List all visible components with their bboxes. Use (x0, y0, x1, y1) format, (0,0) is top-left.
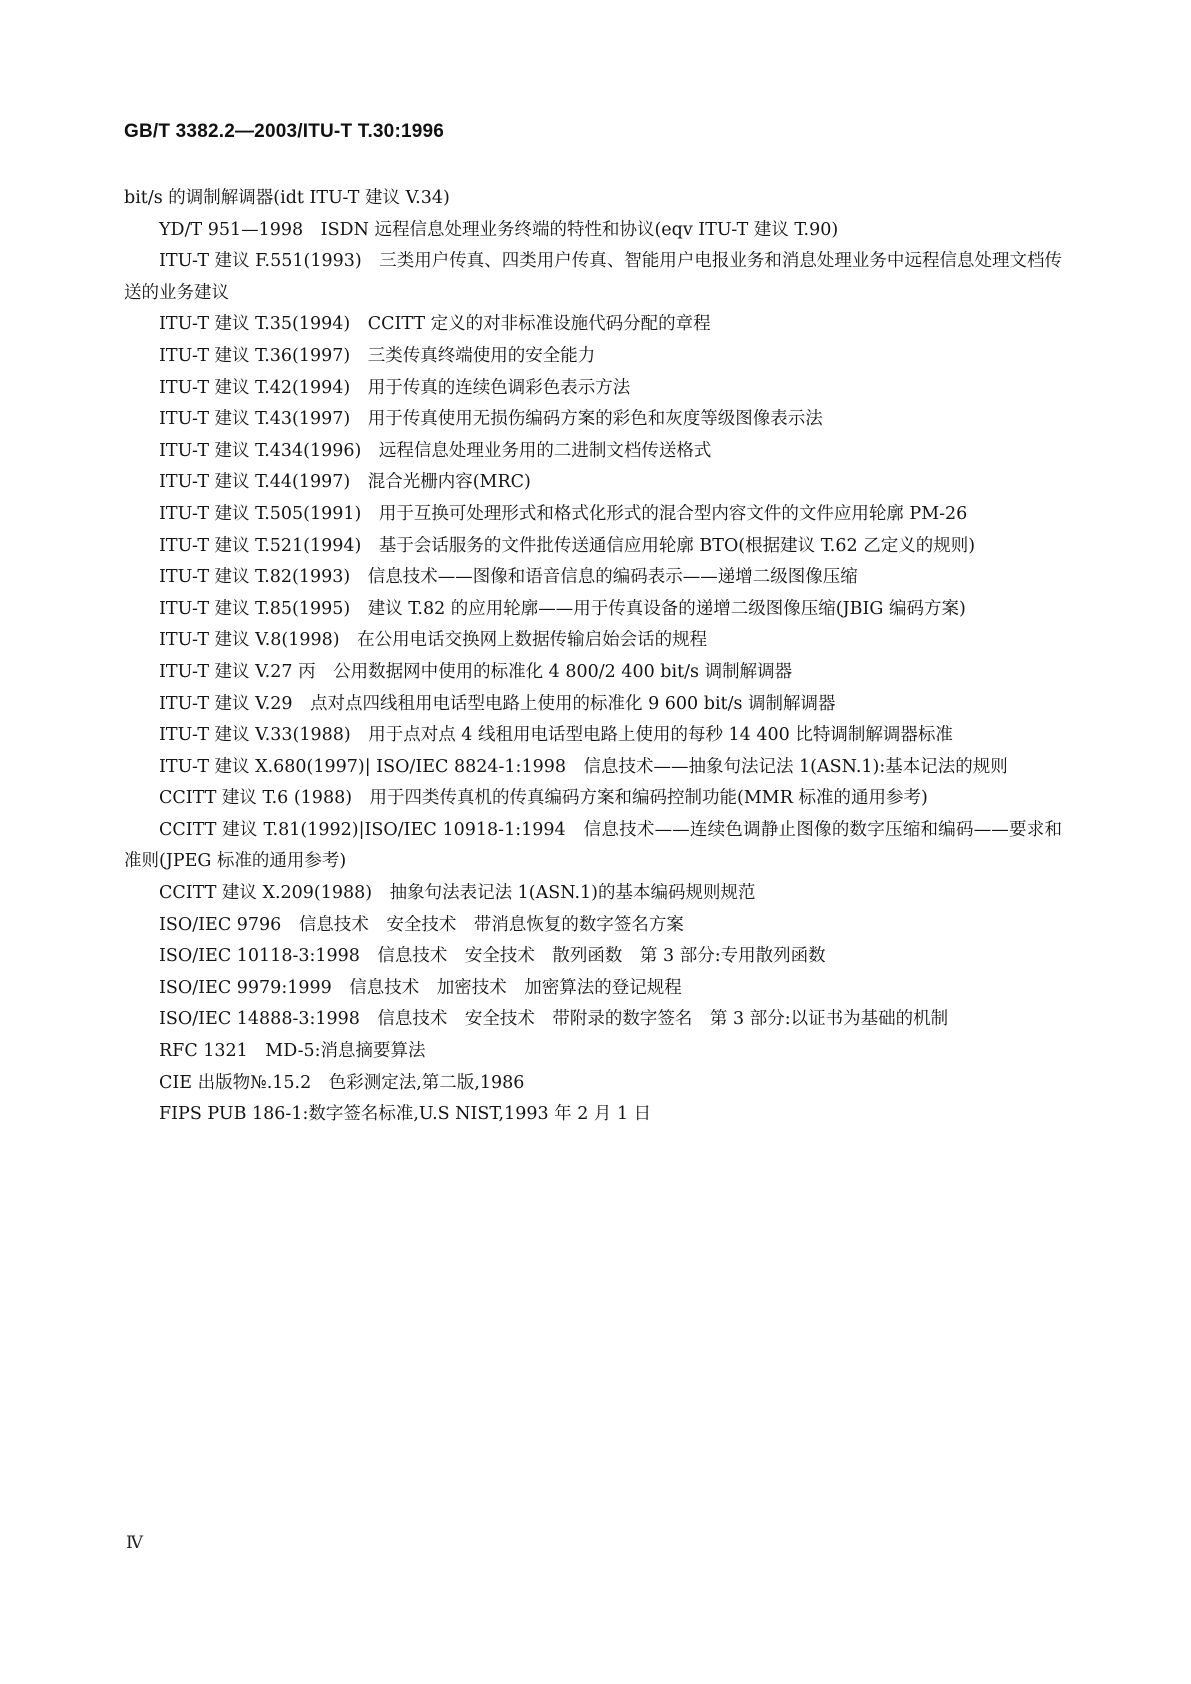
reference-item: ISO/IEC 9979:1999 信息技术 加密技术 加密算法的登记规程 (159, 977, 682, 998)
reference-item: CCITT 建议 T.81(1992)|ISO/IEC 10918-1:1994 信息技术——连续色调静止图像的数字压缩和编码——要求和准则(JPEG 标准的通用参考) (124, 819, 1062, 872)
reference-continuation: bit/s 的调制解调器(idt ITU-T 建议 V.34) (124, 188, 450, 208)
reference-item: ITU-T 建议 T.42(1994) 用于传真的连续色调彩色表示方法 (159, 377, 631, 398)
reference-item: FIPS PUB 186-1:数字签名标准,U.S NIST,1993 年 2 月 1 日 (159, 1104, 652, 1125)
reference-item: ITU-T 建议 V.27 丙 公用数据网中使用的标准化 4 800/2 400 bit/s 调制解调器 (159, 661, 793, 682)
reference-item: RFC 1321 MD-5:消息摘要算法 (159, 1041, 426, 1062)
reference-item: ISO/IEC 14888-3:1998 信息技术 安全技术 带附录的数字签名 第 3 部分:以证书为基础的机制 (159, 1009, 949, 1030)
reference-item: ISO/IEC 10118-3:1998 信息技术 安全技术 散列函数 第 3 部分:专用散列函数 (159, 946, 826, 967)
reference-item: ISO/IEC 9796 信息技术 安全技术 带消息恢复的数字签名方案 (159, 914, 684, 935)
reference-item: ITU-T 建议 T.82(1993) 信息技术——图像和语音信息的编码表示——递增二级图像压缩 (159, 567, 858, 588)
page-number: Ⅳ (126, 1533, 143, 1553)
reference-item: ITU-T 建议 T.43(1997) 用于传真使用无损伤编码方案的彩色和灰度等级图像表示法 (159, 409, 823, 430)
reference-item: ITU-T 建议 T.44(1997) 混合光栅内容(MRC) (159, 472, 531, 493)
reference-item: ITU-T 建议 V.33(1988) 用于点对点 4 线租用电话型电路上使用的每秒 14 400 比特调制解调器标准 (159, 725, 953, 746)
reference-item: ITU-T 建议 T.36(1997) 三类传真终端使用的安全能力 (159, 345, 596, 366)
reference-item: ITU-T 建议 T.521(1994) 基于会话服务的文件批传送通信应用轮廓 BTO(根据建议 T.62 乙定义的规则) (159, 535, 976, 556)
reference-item: ITU-T 建议 T.505(1991) 用于互换可处理形式和格式化形式的混合型内容文件的文件应用轮廓 PM-26 (159, 503, 968, 524)
reference-item: ITU-T 建议 T.85(1995) 建议 T.82 的应用轮廓——用于传真设备的递增二级图像压缩(JBIG 编码方案) (159, 598, 966, 619)
reference-item: ITU-T 建议 T.434(1996) 远程信息处理业务用的二进制文档传送格式 (159, 440, 712, 461)
reference-item: CIE 出版物№.15.2 色彩测定法,第二版,1986 (159, 1072, 525, 1093)
standard-code-header: GB/T 3382.2—2003/ITU-T T.30:1996 (124, 121, 445, 142)
reference-item: YD/T 951—1998 ISDN 远程信息处理业务终端的特性和协议(eqv ITU-T 建议 T.90) (159, 219, 839, 240)
reference-item: ITU-T 建议 T.35(1994) CCITT 定义的对非标准设施代码分配的章程 (159, 314, 711, 335)
normative-references-list (124, 183, 1062, 1131)
reference-item: CCITT 建议 X.209(1988) 抽象句法表记法 1(ASN.1)的基本编码规则规范 (159, 883, 756, 904)
reference-item: ITU-T 建议 V.8(1998) 在公用电话交换网上数据传输启始会话的规程 (159, 630, 708, 651)
reference-item: ITU-T 建议 F.551(1993) 三类用户传真、四类用户传真、智能用户电报业务和消息处理业务中远程信息处理文档传送的业务建议 (124, 251, 1062, 303)
reference-item: CCITT 建议 T.6 (1988) 用于四类传真机的传真编码方案和编码控制功能(MMR 标准的通用参考) (159, 788, 928, 809)
reference-item: ITU-T 建议 X.680(1997)| ISO/IEC 8824-1:1998 信息技术——抽象句法记法 1(ASN.1):基本记法的规则 (159, 756, 1008, 777)
reference-item: ITU-T 建议 V.29 点对点四线租用电话型电路上使用的标准化 9 600 bit/s 调制解调器 (159, 693, 836, 714)
